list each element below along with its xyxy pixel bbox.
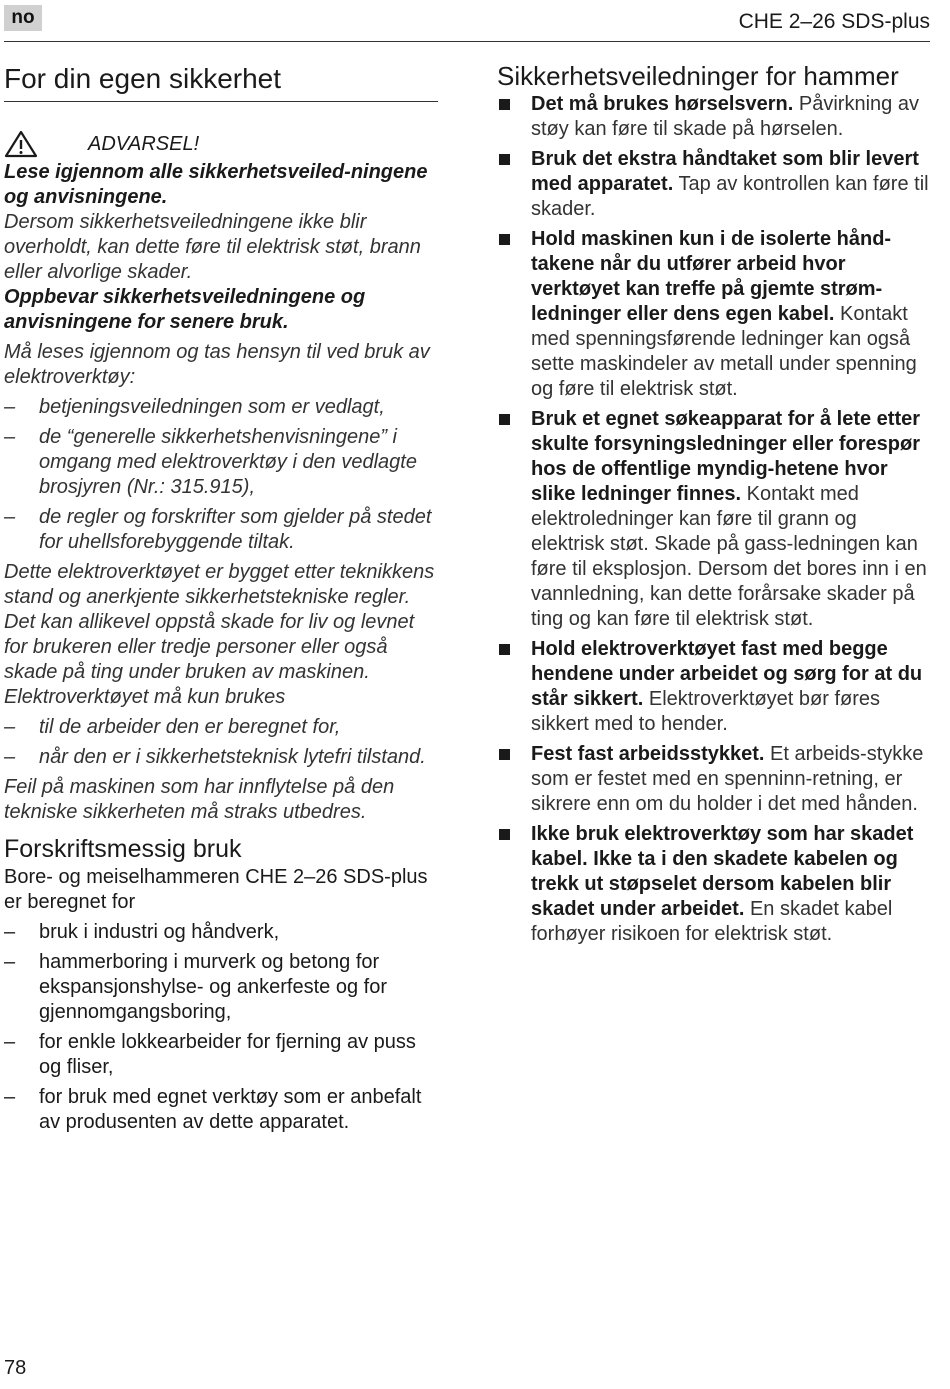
usage-intro-text: Bore- og meiselhammeren CHE 2–26 SDS-plus er beregnet for xyxy=(4,866,428,913)
bullet-square-icon xyxy=(499,644,510,655)
item-bold-text: Hold elektroverktøyet fast med begge hendene under arbeidet og sørg for at du står sikkert. xyxy=(531,638,923,710)
warning-text: Dersom sikkerhetsveiledningene ikke blir overholdt, kan dette føre til elektrisk støt, brann eller alvorlige skader. xyxy=(4,211,421,283)
list-item: – de regler og forskrifter som gjelder på stedet for uhellsforebyggende tiltak. xyxy=(4,505,438,555)
only-use-text: Elektroverktøyet må kun brukes xyxy=(4,686,286,708)
item-bold-text: Ikke bruk elektroverktøy som har skadet kabel. Ikke ta i den skadete kabelen og trekk ut støpselet dersom kabelen blir skadet under arbeidet. xyxy=(531,823,914,920)
item-text: Påvirkning av støy kan føre til skade på hørselen. xyxy=(531,93,919,140)
documents-list xyxy=(4,395,438,555)
bullet-square-icon xyxy=(499,154,510,165)
list-item: – for enkle lokkearbeider for fjerning av puss og fliser, xyxy=(4,1030,438,1080)
list-item xyxy=(497,407,933,632)
built-standards-text: Dette elektroverktøyet er bygget etter teknikkens stand og anerkjente sikkerhetstekniske regler. Det kan allikevel oppstå skade for liv og levnet for brukeren eller tredje personer eller også skade på ting under bruken av maskinen. xyxy=(4,561,435,683)
item-text: En skadet kabel forhøyer risikoen for elektrisk støt. xyxy=(531,898,893,945)
header-divider xyxy=(4,41,930,42)
bullet-square-icon xyxy=(499,414,510,425)
must-read-text: Må leses igjennom og tas hensyn til ved bruk av elektroverktøy: xyxy=(4,341,430,388)
list-item: – betjeningsveiledningen som er vedlagt, xyxy=(4,395,438,420)
left-column xyxy=(4,60,438,1140)
list-item: – hammerboring i murverk og betong for ekspansjonshylse- og ankerfeste og for gjennomgangsboring, xyxy=(4,950,438,1025)
list-item xyxy=(497,92,933,142)
section-heading-hammer-safety: Sikkerhetsveiledninger for hammer xyxy=(497,61,899,91)
language-tag: no xyxy=(4,5,42,31)
header-title: CHE 2–26 SDS-plus xyxy=(738,10,930,33)
keep-instructions-text: Oppbevar sikkerhetsveiledningene og anvisningene for senere bruk. xyxy=(4,286,366,333)
list-item: – for bruk med egnet verktøy som er anbefalt av produsenten av dette apparatet. xyxy=(4,1085,438,1135)
item-text: Et arbeids-stykke som er festet med en spenninn-retning, er sikrere enn om du holder i det med hånden. xyxy=(531,743,924,815)
list-item xyxy=(497,227,933,402)
item-bold-text: Fest fast arbeidsstykket. xyxy=(531,743,765,765)
list-item xyxy=(497,147,933,222)
bullet-square-icon xyxy=(499,99,510,110)
list-item: – bruk i industri og håndverk, xyxy=(4,920,438,945)
section-heading-usage: Forskriftsmessig bruk xyxy=(4,835,242,863)
warning-icon xyxy=(4,130,38,158)
warning-row xyxy=(4,130,438,160)
item-text: Tap av kontrollen kan føre til skader. xyxy=(531,173,929,220)
faults-text: Feil på maskinen som har innflytelse på den tekniske sikkerheten må straks utbedres. xyxy=(4,776,395,823)
bullet-square-icon xyxy=(499,749,510,760)
item-bold-text: Bruk det ekstra håndtaket som blir levert med apparatet. xyxy=(531,148,919,195)
item-bold-text: Hold maskinen kun i de isolerte hånd-takene når du utfører arbeid hvor verktøyet kan treffe på gjemte strøm-ledninger eller dens egen kabel. xyxy=(531,228,892,325)
right-column xyxy=(497,60,933,952)
item-text: Elektroverktøyet bør føres sikkert med to hender. xyxy=(531,688,881,735)
page-number: 78 xyxy=(4,1357,27,1379)
list-item: – til de arbeider den er beregnet for, xyxy=(4,715,438,740)
use-conditions-list xyxy=(4,715,438,770)
warning-label: ADVARSEL! xyxy=(88,133,200,155)
list-item xyxy=(497,822,933,947)
hammer-safety-list xyxy=(497,92,933,947)
list-item xyxy=(497,637,933,737)
list-item xyxy=(497,742,933,817)
bullet-square-icon xyxy=(499,234,510,245)
item-bold-text: Bruk et egnet søkeapparat for å lete etter skulte forsyningsledninger eller forespør hos de offentlige myndig-hetene hvor slike ledninger finnes. xyxy=(531,408,921,505)
warning-bold-text: Lese igjennom alle sikkerhetsveiled-ningene og anvisningene. xyxy=(4,161,428,208)
bullet-square-icon xyxy=(499,829,510,840)
section-heading-safety: For din egen sikkerhet xyxy=(4,60,438,102)
item-text: Kontakt med spenningsførende ledninger kan også sette maskindeler av metall under spenning og føre til elektrisk støt. xyxy=(531,303,917,400)
usage-list xyxy=(4,920,438,1135)
list-item: – de “generelle sikkerhetshenvisningene” i omgang med elektroverktøy i den vedlagte brosjyren (Nr.: 315.915), xyxy=(4,425,438,500)
list-item: – når den er i sikkerhetsteknisk lytefri tilstand. xyxy=(4,745,438,770)
item-bold-text: Det må brukes hørselsvern. xyxy=(531,93,794,115)
item-text: Kontakt med elektroledninger kan føre til grann og elektrisk støt. Skade på gass-ledningen kan føre til eksplosjon. Dersom det bores inn i en vannledning, kan dette forårsake skader på ting og kan føre til elektrisk støt. xyxy=(531,483,927,630)
